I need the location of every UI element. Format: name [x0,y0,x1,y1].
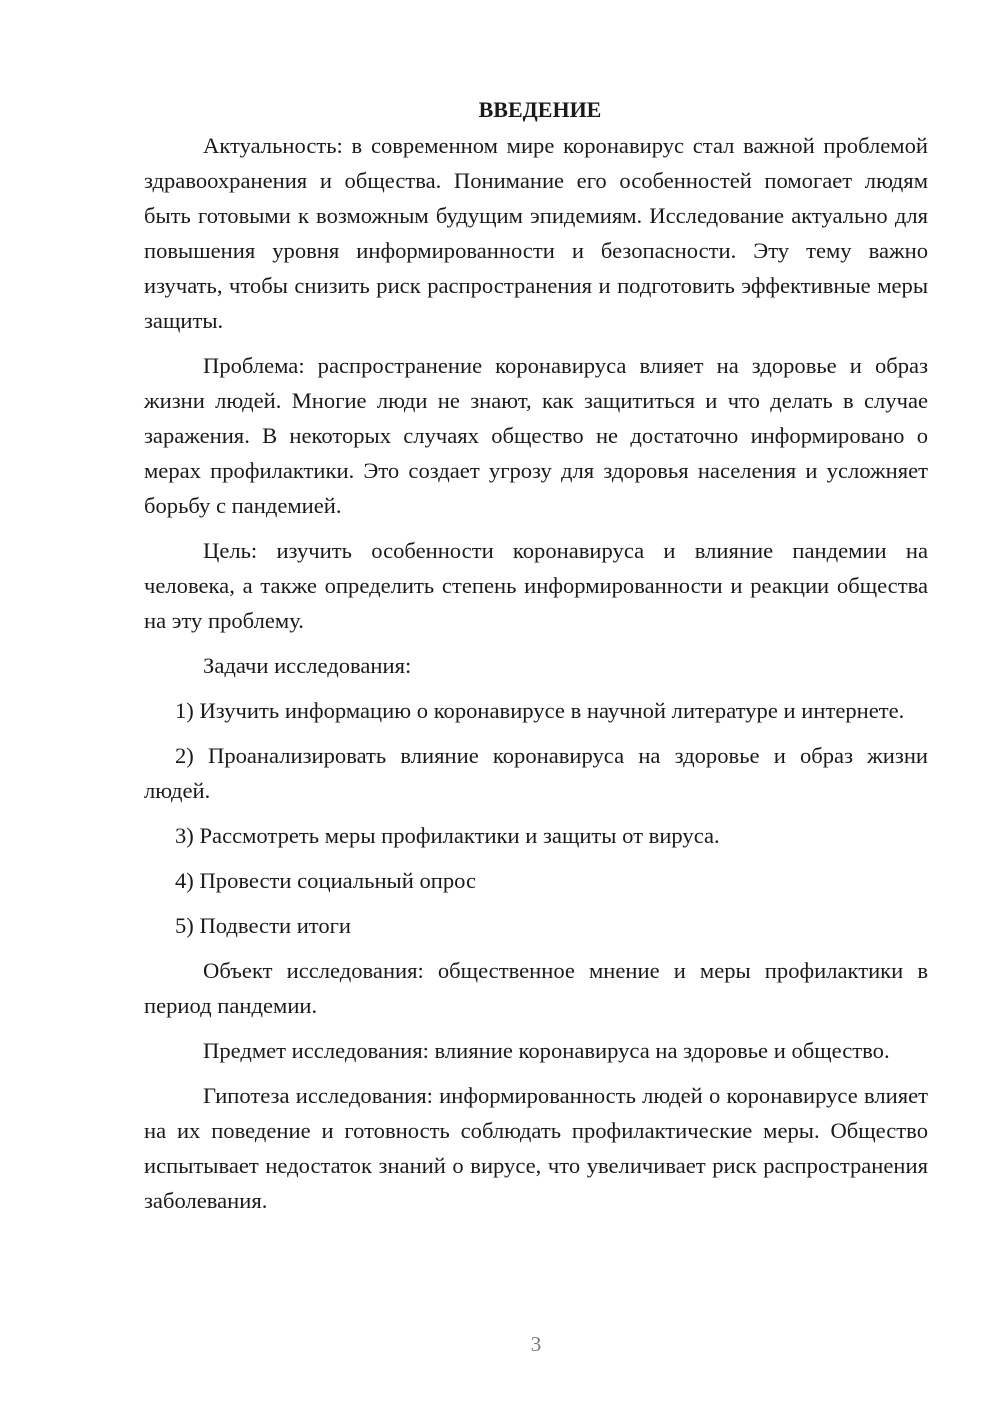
task-item: 1) Изучить информацию о коронавирусе в научной литературе и интернете. [175,698,905,723]
task-item: 3) Рассмотреть меры профилактики и защиты от вируса. [175,823,720,848]
task-item: 4) Провести социальный опрос [175,868,477,893]
task-item: 2) Проанализировать влияние коронавируса на здоровье и образ жизни людей. [144,743,928,803]
goal-paragraph: Цель: изучить особенности коронавируса и влияние пандемии на человека, а также определить степень информированности и реакции общества на эту проблему. [144,538,928,633]
document-page [144,92,928,1228]
tasks-intro: Задачи исследования: [203,653,412,678]
page-number: 3 [530,1332,542,1356]
task-item: 5) Подвести итоги [175,913,352,938]
hypothesis-paragraph: Гипотеза исследования: информированность людей о коронавирусе влияет на их поведение и готовность соблюдать профилактические меры. Общество испытывает недостаток знаний о вирусе, что увеличивает риск распространения заболевания. [144,1083,928,1213]
problem-paragraph: Проблема: распространение коронавируса влияет на здоровье и образ жизни людей. Многие люди не знают, как защититься и что делать в случае заражения. В некоторых случаях общество не достаточно информировано о мерах профилактики. Это создает угрозу для здоровья населения и усложняет борьбу с пандемией. [144,353,928,518]
subject-paragraph: Предмет исследования: влияние коронавируса на здоровье и общество. [203,1038,890,1063]
relevance-paragraph: Актуальность: в современном мире коронавирус стал важной проблемой здравоохранения и общества. Понимание его особенностей помогает людям быть готовыми к возможным будущим эпидемиям. Исследование актуально для повышения уровня информированности и безопасности. Эту тему важно изучать, чтобы снизить риск распространения и подготовить эффективные меры защиты. [144,133,928,333]
object-paragraph: Объект исследования: общественное мнение и меры профилактики в период пандемии. [144,958,928,1018]
page-title: ВВЕДЕНИЕ [478,97,602,122]
